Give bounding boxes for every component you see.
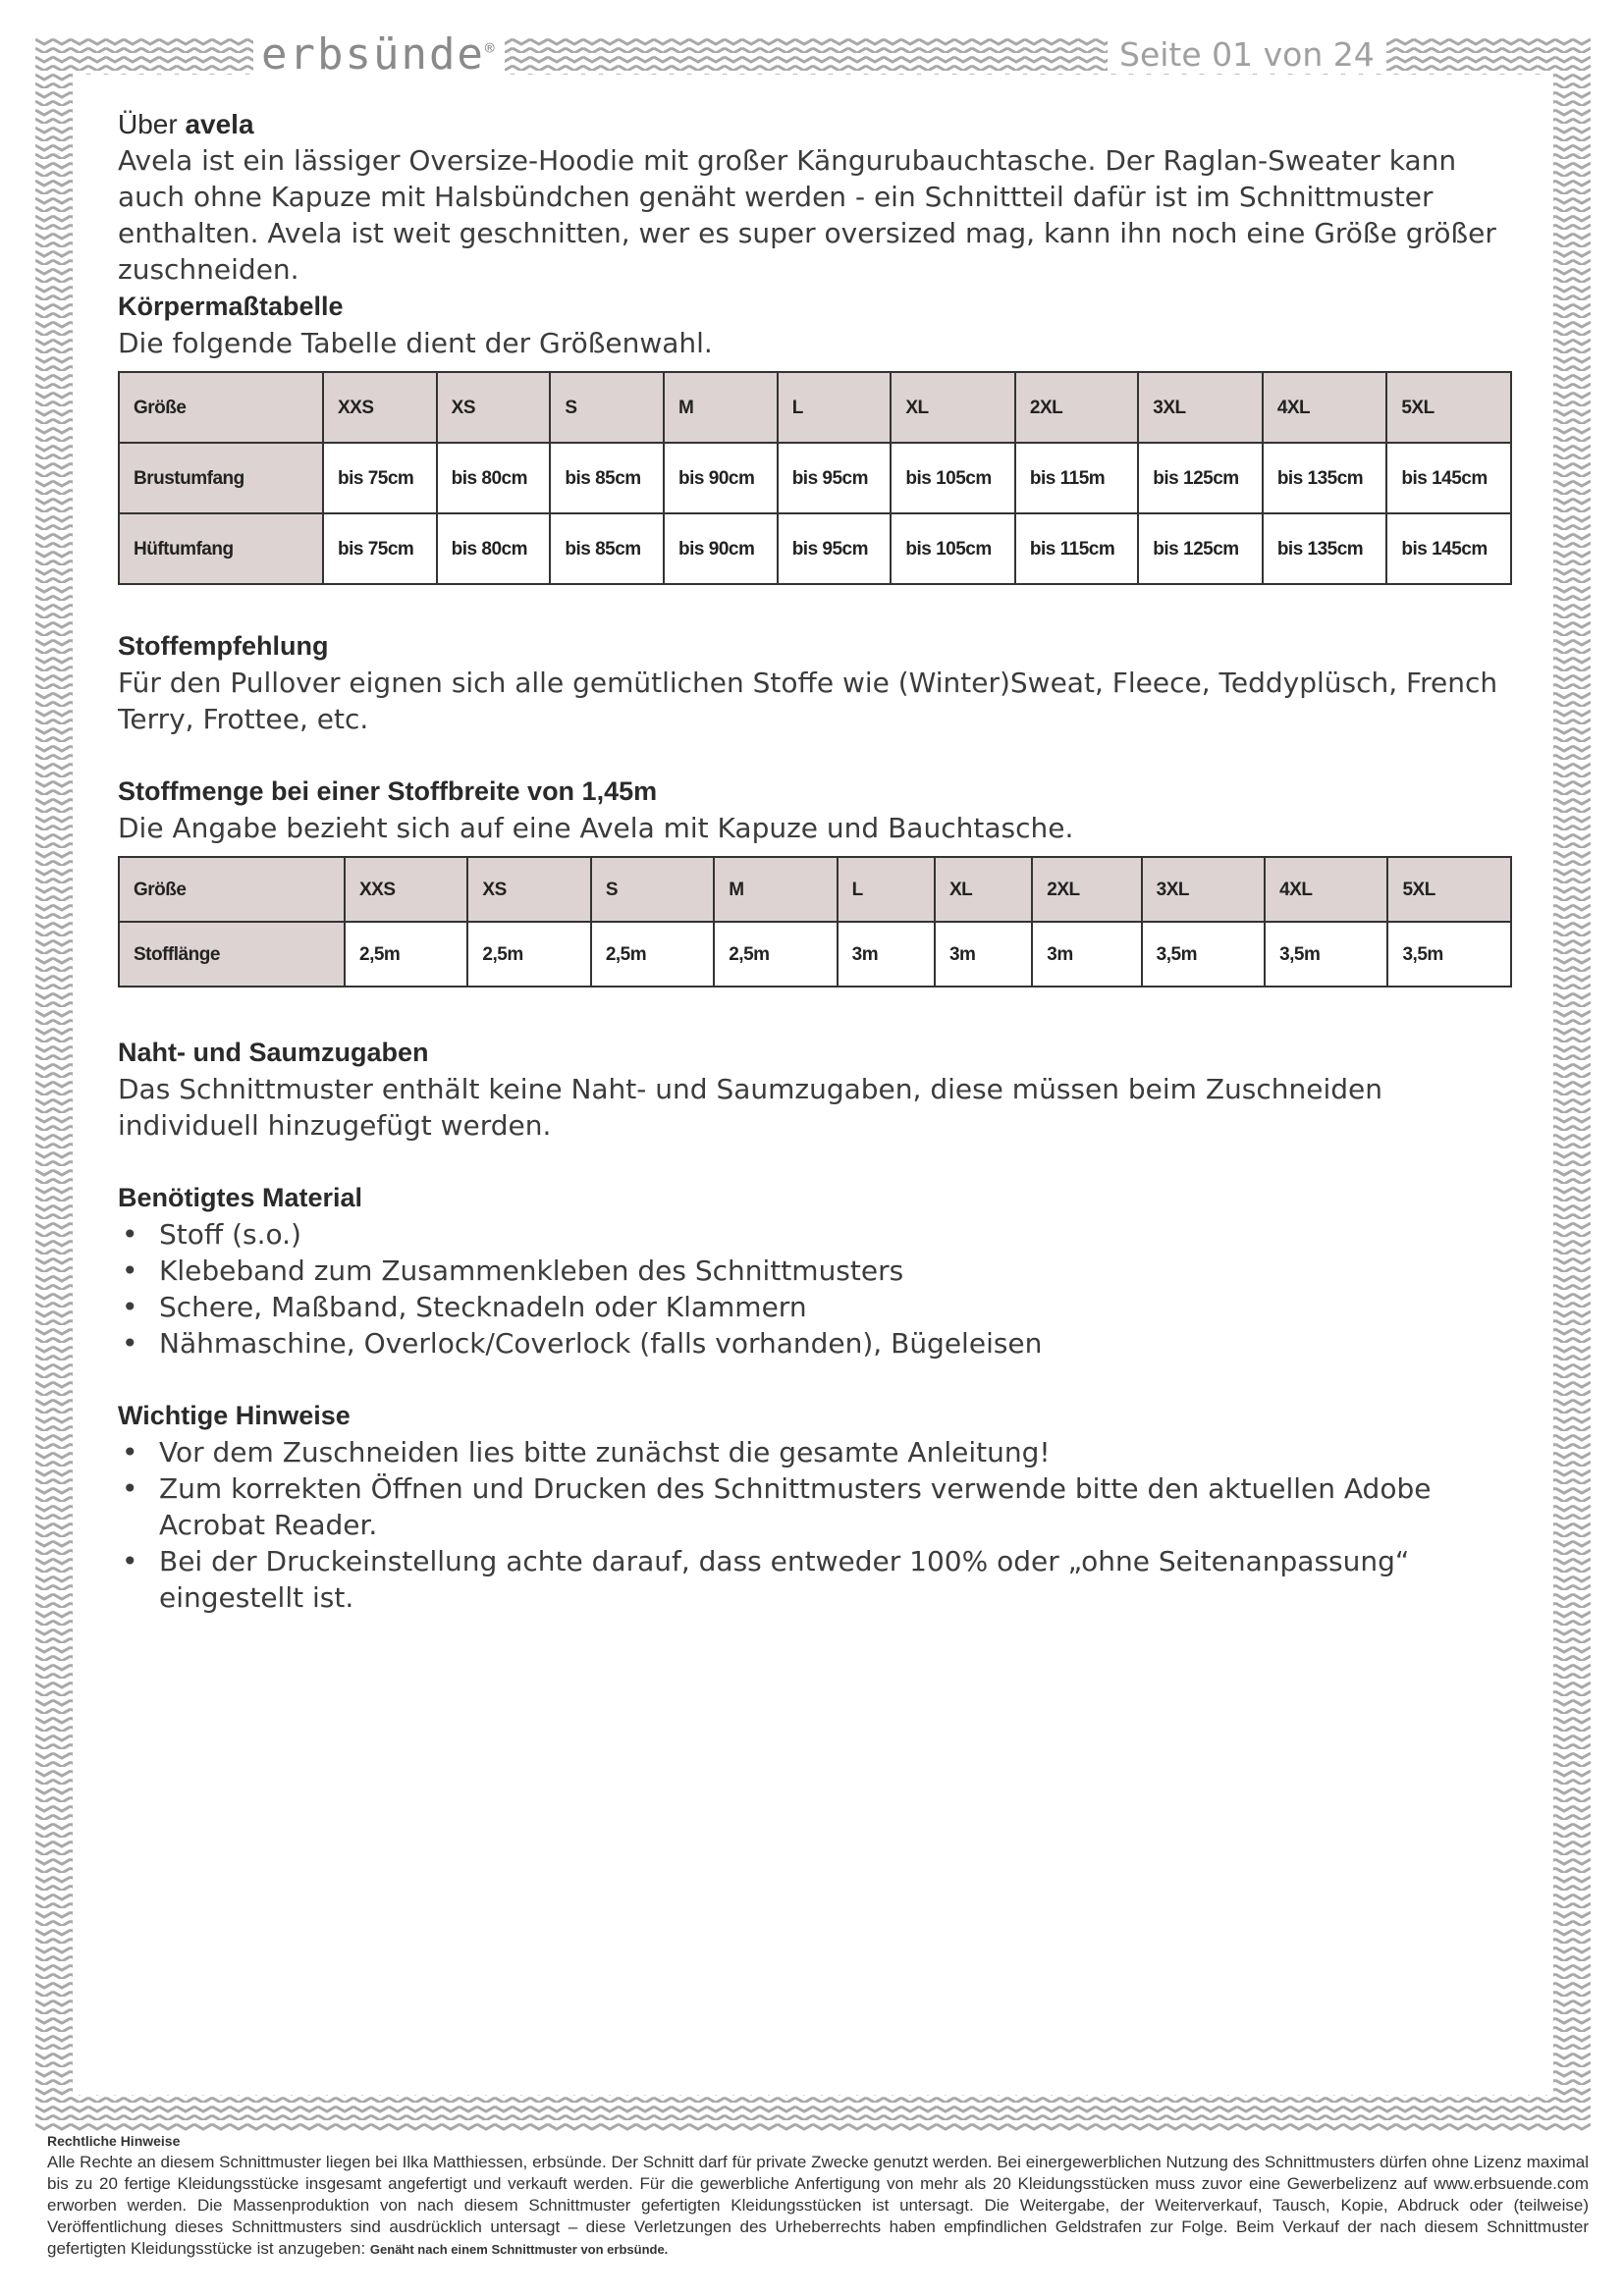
table-cell: 2,5m — [714, 922, 837, 987]
table-cell: bis 145cm — [1386, 513, 1511, 584]
material-title: Benötigtes Material — [118, 1183, 363, 1212]
list-item: • Zum korrekten Öffnen und Drucken des Schnittmusters verwende bitte den aktuellen Adobe Acrobat Reader. — [118, 1470, 1517, 1543]
legal-text: Alle Rechte an diesem Schnittmuster liegen bei Ilka Matthiessen, erbsünde. Der Schnitt darf für private Zwecke genutzt werden. Bei einergewerblichen Nutzung des Schnittmusters dürfen ohne Lizenz maximal bis zu 20 fertige Kleidungsstücke insgesamt angefertigt und verkauft werden. Für die gewerbliche Anfertigung von mehr als 20 Kleidungsstücken muss zuvor eine Gewerbelizenz auf www.erbsuende.com erworben werden. Die Massenproduktion von nach diesem Schnittmuster gefertigten Kleidungsstücken ist untersagt. Die Weitergabe, der Weiterverkauf, Tausch, Kopie, Abdruck oder (teilweise) Veröffentlichung dieses Schnittmusters sind ausdrücklich untersagt – diese Verletzungen des Urheberrechts haben empfindlichen Geldstrafen zur Folge. Beim Verkauf der nach diesem Schnittmuster gefertigten Kleidungsstücke ist anzugeben: — [47, 2153, 1589, 2258]
table-header-cell: L — [838, 857, 935, 922]
table-header-cell: Größe — [119, 857, 345, 922]
table-cell: bis 75cm — [323, 443, 437, 513]
table-row — [119, 513, 1511, 584]
seams-title: Naht- und Saumzugaben — [118, 1038, 429, 1067]
fabric-amount-table — [118, 856, 1512, 988]
body-table-subtitle: Die folgende Tabelle dient der Größenwahl. — [118, 327, 713, 359]
table-cell: bis 125cm — [1138, 513, 1263, 584]
table-cell: 2,5m — [345, 922, 467, 987]
table-header-cell: 5XL — [1387, 857, 1511, 922]
table-row — [119, 922, 1511, 987]
table-cell: 2,5m — [467, 922, 590, 987]
list-item: • Bei der Druckeinstellung achte darauf, dass entweder 100% oder „ohne Seitenanpassung“ eingestellt ist. — [118, 1543, 1517, 1616]
table-header-cell: 5XL — [1386, 372, 1511, 443]
row-header-cell: Stofflänge — [119, 922, 345, 987]
table-header-cell: 2XL — [1032, 857, 1141, 922]
table-header-cell: XXS — [323, 372, 437, 443]
intro-section — [118, 106, 1517, 288]
table-cell: bis 115cm — [1015, 513, 1138, 584]
table-header-cell: 3XL — [1138, 372, 1263, 443]
table-cell: bis 90cm — [664, 513, 778, 584]
legal-credit: Genäht nach einem Schnittmuster von erbsünde. — [369, 2242, 669, 2257]
seams-section — [118, 1035, 1517, 1144]
table-header-cell: XS — [437, 372, 551, 443]
table-cell: bis 145cm — [1386, 443, 1511, 513]
table-header-cell: XL — [935, 857, 1032, 922]
table-cell: bis 85cm — [550, 443, 664, 513]
table-header-cell: XS — [467, 857, 590, 922]
list-item: • Vor dem Zuschneiden lies bitte zunächst die gesamte Anleitung! — [118, 1434, 1517, 1470]
table-header-cell: M — [714, 857, 837, 922]
legal-title: Rechtliche Hinweise — [47, 2133, 181, 2149]
table-header-cell: S — [591, 857, 714, 922]
table-header-row — [119, 857, 1511, 922]
notes-section — [118, 1398, 1517, 1616]
table-cell: bis 105cm — [891, 513, 1015, 584]
intro-text: Avela ist ein lässiger Oversize-Hoodie mit großer Kängurubauchtasche. Der Raglan-Sweater kann auch ohne Kapuze mit Halsbündchen genäht werden - ein Schnittteil dafür ist im Schnittmuster enthalten. Avela ist weit geschnitten, wer es super oversized mag, kann ihn noch eine Größe größer zuschneiden. — [118, 144, 1496, 286]
table-header-row — [119, 372, 1511, 443]
fabric-text: Für den Pullover eignen sich alle gemütlichen Stoffe wie (Winter)Sweat, Fleece, Teddyplüsch, French Terry, Frottee, etc. — [118, 667, 1498, 735]
table-header-cell: 3XL — [1142, 857, 1265, 922]
page-number: Seite 01 von 24 — [1108, 35, 1386, 74]
table-header-cell: 4XL — [1265, 857, 1387, 922]
table-header-cell: XXS — [345, 857, 467, 922]
table-cell: bis 125cm — [1138, 443, 1263, 513]
table-header-cell: 2XL — [1015, 372, 1138, 443]
table-header-cell: L — [778, 372, 892, 443]
table-cell: 2,5m — [591, 922, 714, 987]
table-header-cell: 4XL — [1263, 372, 1387, 443]
table-cell: bis 80cm — [437, 513, 551, 584]
table-cell: bis 95cm — [778, 443, 892, 513]
fabric-title: Stoffempfehlung — [118, 631, 329, 661]
list-item: • Klebeband zum Zusammenkleben des Schnittmusters — [118, 1253, 1517, 1289]
table-header-cell: XL — [891, 372, 1015, 443]
table-cell: bis 105cm — [891, 443, 1015, 513]
legal-notice — [47, 2130, 1589, 2261]
table-cell: bis 90cm — [664, 443, 778, 513]
amount-table-title: Stoffmenge bei einer Stoffbreite von 1,45m — [118, 776, 658, 806]
list-item: • Schere, Maßband, Stecknadeln oder Klammern — [118, 1289, 1517, 1325]
body-size-table — [118, 371, 1512, 585]
table-header-cell: S — [550, 372, 664, 443]
table-row — [119, 443, 1511, 513]
row-header-cell: Hüftumfang — [119, 513, 323, 584]
table-cell: bis 135cm — [1263, 513, 1387, 584]
fabric-amount-section — [118, 774, 1517, 988]
table-cell: bis 85cm — [550, 513, 664, 584]
table-cell: bis 135cm — [1263, 443, 1387, 513]
table-cell: bis 95cm — [778, 513, 892, 584]
seams-text: Das Schnittmuster enthält keine Naht- und Saumzugaben, diese müssen beim Zuschneiden individuell hinzugefügt werden. — [118, 1073, 1382, 1142]
brand-logo: erbsünde® — [253, 29, 505, 80]
amount-table-subtitle: Die Angabe bezieht sich auf eine Avela mit Kapuze und Bauchtasche. — [118, 812, 1074, 844]
table-cell: bis 115m — [1015, 443, 1138, 513]
table-cell: 3m — [1032, 922, 1141, 987]
row-header-cell: Brustumfang — [119, 443, 323, 513]
notes-title: Wichtige Hinweise — [118, 1401, 351, 1430]
table-header-cell: M — [664, 372, 778, 443]
table-cell: 3m — [838, 922, 935, 987]
body-size-section — [118, 289, 1517, 585]
table-cell: bis 80cm — [437, 443, 551, 513]
material-section — [118, 1180, 1517, 1362]
intro-title: Über avela — [118, 109, 254, 139]
fabric-section — [118, 628, 1517, 737]
table-cell: bis 75cm — [323, 513, 437, 584]
table-cell: 3,5m — [1387, 922, 1511, 987]
body-table-title: Körpermaßtabelle — [118, 292, 344, 321]
list-item: • Stoff (s.o.) — [118, 1216, 1517, 1253]
material-list — [118, 1216, 1517, 1362]
table-cell: 3m — [935, 922, 1032, 987]
table-cell: 3,5m — [1142, 922, 1265, 987]
table-header-cell: Größe — [119, 372, 323, 443]
list-item: • Nähmaschine, Overlock/Coverlock (falls vorhanden), Bügeleisen — [118, 1325, 1517, 1362]
table-cell: 3,5m — [1265, 922, 1387, 987]
notes-list — [118, 1434, 1517, 1616]
